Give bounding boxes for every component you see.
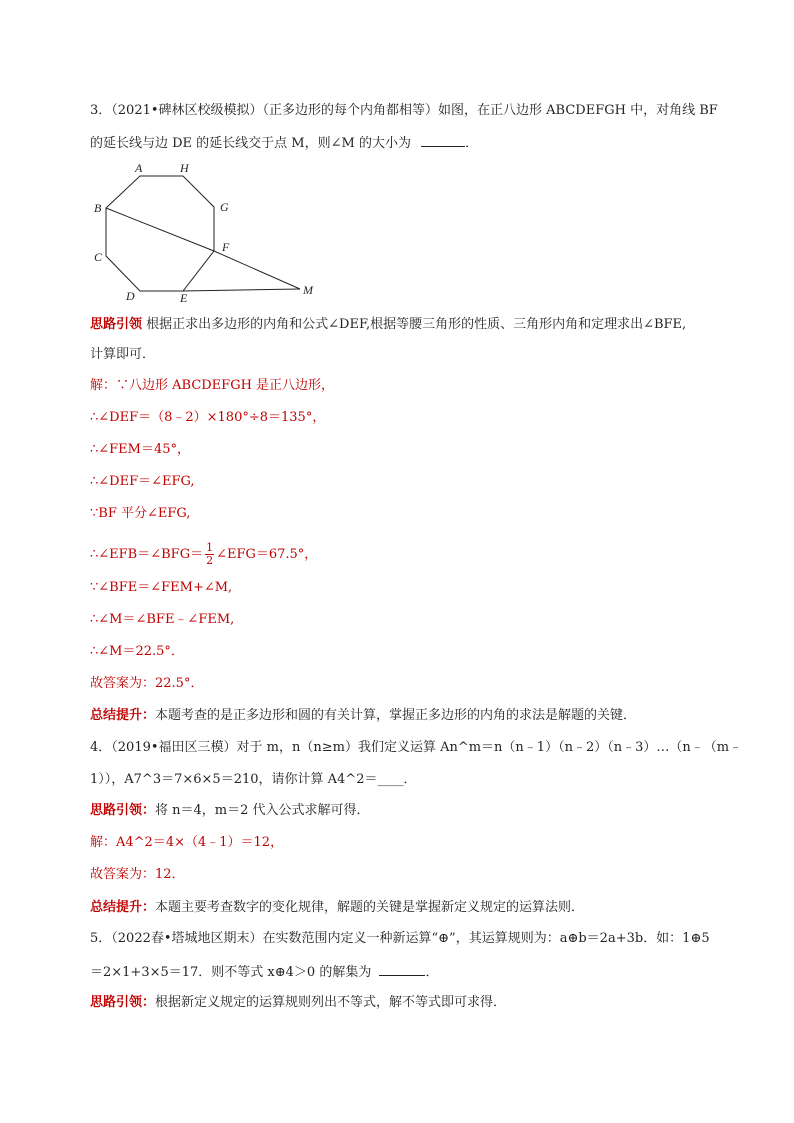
q3-summary	[90, 708, 636, 724]
q5-hint	[90, 995, 506, 1011]
q3-solution-line6	[90, 542, 317, 567]
q3-summary-text: 本题考查的是正多边形和圆的有关计算，掌握正多边形的内角的求法是解题的关键．	[155, 708, 637, 723]
fraction-denominator: 2	[206, 554, 214, 567]
q3-hint-line1	[90, 317, 686, 333]
q5-stem-line1: 5．（2022春•塔城地区期末）在实数范围内定义一种新运算“⊕”，其运算规则为：a⊕b＝2a+3b．如：1⊕5	[90, 931, 710, 946]
q4-summary-label: 总结提升：	[90, 900, 156, 915]
q5-hint-text: 根据新定义规定的运算规则列出不等式，解不等式即可求得．	[155, 995, 507, 1010]
q3-hint-text: 根据正求出多边形的内角和公式∠DEF,根据等腰三角形的性质、三角形内角和定理求出∠BFE,	[146, 317, 687, 332]
q5-hint-label: 思路引领：	[90, 995, 156, 1010]
q3-hint-line2: 计算即可．	[90, 347, 156, 362]
q4-summary-text: 本题主要考查数字的变化规律，解题的关键是掌握新定义规定的运算法则．	[155, 900, 585, 915]
q3-solution-line1: 解：∵八边形 ABCDEFGH 是正八边形，	[90, 378, 335, 393]
label-g: G	[220, 200, 229, 214]
q5-stem-line2-text: ＝2×1+3×5＝17．则不等式 x⊕4＞0 的解集为	[90, 965, 372, 980]
label-b: B	[94, 201, 102, 215]
label-d: D	[126, 289, 135, 303]
q3-solution-line3: ∴∠FEM＝45°，	[90, 442, 191, 457]
fraction-one-half	[205, 542, 214, 567]
q4-stem-line2: 1）），A7^3＝7×6×5＝210，请你计算 A4^2＝____．	[90, 772, 417, 787]
q3-solution-line6-post: ∠EFG＝67.5°，	[216, 547, 318, 562]
q4-hint-label: 思路引领：	[90, 803, 156, 818]
q3-solution-line4: ∴∠DEF＝∠EFG,	[90, 474, 195, 489]
q5-stem-line2-end: ．	[425, 965, 439, 980]
q4-stem-line1: 4．（2019•福田区三模）对于 m，n（n≥m）我们定义运算 An^m＝n（n﹣1）（n﹣2）（n﹣3）…（n﹣（m﹣	[90, 740, 743, 755]
bf-extension	[214, 251, 300, 289]
q3-answer: 故答案为：22.5°．	[90, 676, 204, 691]
answer-blank	[421, 134, 465, 147]
q3-solution-line2: ∴∠DEF＝（8﹣2）×180°÷8＝135°，	[90, 410, 326, 425]
q4-hint	[90, 803, 370, 819]
label-e: E	[180, 291, 188, 303]
octagon-shape	[106, 176, 214, 291]
q3-summary-label: 总结提升：	[90, 708, 156, 723]
label-h: H	[180, 161, 189, 175]
q3-solution-line7: ∵∠BFE＝∠FEM+∠M,	[90, 580, 233, 595]
label-a: A	[135, 161, 143, 175]
answer-blank	[379, 963, 425, 976]
q3-solution-line8: ∴∠M＝∠BFE﹣∠FEM,	[90, 612, 235, 627]
q3-stem-line2-end: ．	[465, 136, 479, 151]
q4-answer: 故答案为：12．	[90, 867, 185, 882]
label-m: M	[303, 283, 313, 297]
q4-summary	[90, 900, 584, 916]
q3-stem-line2-text: 的延长线与边 DE 的延长线交于点 M，则∠M 的大小为	[90, 136, 411, 151]
q3-solution-line9: ∴∠M＝22.5°．	[90, 644, 184, 659]
de-extension	[183, 289, 300, 291]
q3-solution-line6-pre: ∴∠EFB＝∠BFG＝	[90, 547, 204, 562]
q3-stem-line1: 3．（2021•碑林区校级模拟）（正多边形的每个内角都相等）如图，在正八边形 ABCDEFGH 中，对角线 BF	[90, 103, 718, 118]
octagon-figure	[88, 158, 328, 303]
fraction-numerator: 1	[206, 541, 214, 554]
q5-stem-line2	[90, 963, 439, 981]
label-f: F	[222, 240, 230, 254]
q3-stem-line2	[90, 134, 478, 152]
q4-solution: 解：A4^2＝4×（4﹣1）＝12，	[90, 835, 284, 850]
label-c: C	[94, 250, 103, 264]
q3-hint-label: 思路引领	[90, 317, 143, 332]
diagonal-bf	[106, 208, 214, 251]
q4-hint-text: 将 n＝4，m＝2 代入公式求解可得．	[155, 803, 370, 818]
q3-solution-line5: ∵BF 平分∠EFG,	[90, 506, 191, 521]
